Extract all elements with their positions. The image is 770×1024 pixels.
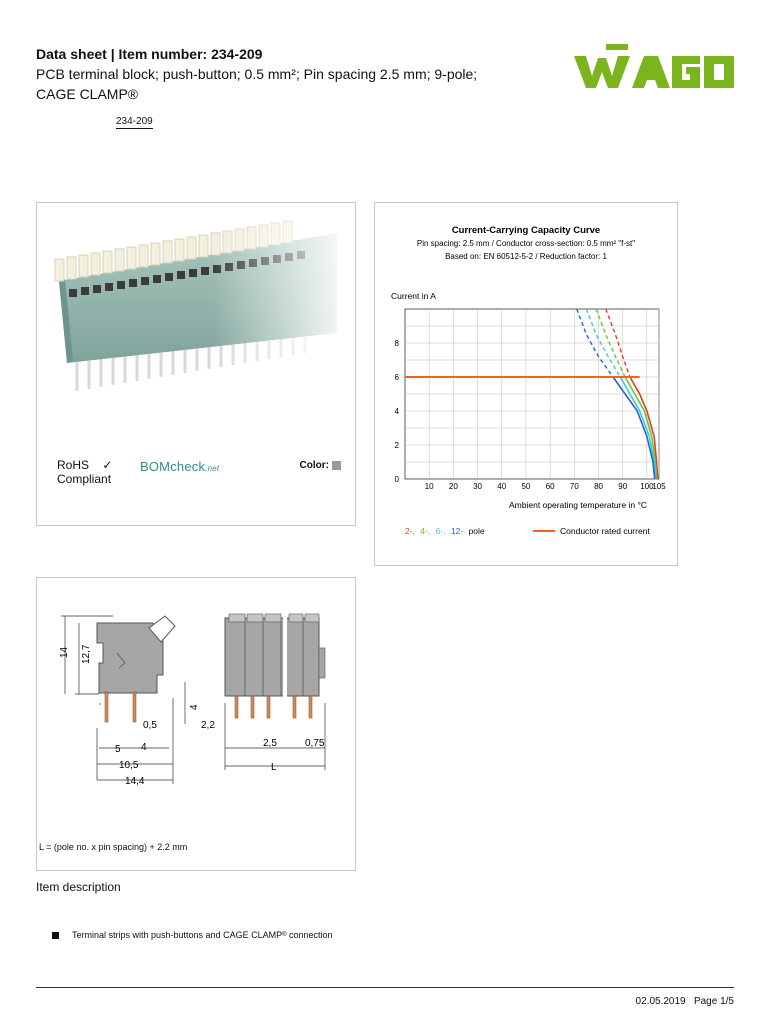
svg-text:2-, 4-, 6-, [405,526,485,536]
x-tick-label: 50 [521,482,531,491]
description-bullet [52,930,333,940]
check-icon: ✓ [102,458,113,472]
dim-14-4: 14,4 [125,776,145,787]
dim-height-14: 14 [59,646,70,658]
page-footer [636,996,734,1007]
y-tick-label: 0 [394,475,399,484]
x-tick-label: 60 [545,482,555,491]
chart-legend [405,526,650,536]
x-tick-label: 30 [473,482,483,491]
legend-12-pole: 12- [450,526,464,536]
dim-4: 4 [141,742,147,753]
rohs-compliance [57,458,112,486]
x-tick-label: 10 [424,482,434,491]
chart-subtitle-line1: Pin spacing: 2.5 mm / Conductor cross-section: 0.5 mm² "f-st" [416,239,636,248]
footer-divider [36,987,734,988]
item-description-heading: Item description [36,880,121,894]
x-tick-label: 40 [497,482,507,491]
product-subtitle-line1: PCB terminal block; push-button; 0.5 mm²; Pin spacing 2.5 mm; 9-pole; [36,66,478,82]
dim-5: 5 [115,744,121,755]
x-tick-label: 100 [640,482,654,491]
y-tick-label: 8 [394,339,399,348]
x-tick-label: 80 [594,482,603,491]
terminal-block-photo [37,203,355,443]
dimension-drawing [37,578,355,828]
color-label: Color: [299,460,329,471]
bullet-registered-mark: ® [282,932,287,938]
bullet-text-tail: connection [286,930,333,940]
bomcheck-suffix: .net [205,464,220,473]
current-capacity-chart-panel [374,202,678,566]
dim-10-5: 10,5 [119,760,139,771]
x-tick-label: 90 [618,482,628,491]
dim-length-l: L [271,762,277,773]
legend-4-pole: 4-, [420,526,431,536]
dim-0-5: 0,5 [143,720,157,731]
item-number-link[interactable]: 234-209 [116,116,153,127]
x-tick-label: 70 [569,482,579,491]
dim-2-5: 2,5 [263,738,277,749]
color-swatch [332,461,341,470]
product-subtitle-line2: CAGE CLAMP® [36,86,139,102]
legend-rated-label: Conductor rated current [560,526,650,536]
legend-6-pole: 6-, [435,526,446,536]
x-tick-label: 105 [652,482,666,491]
logo-text: WAGO [574,44,578,45]
current-capacity-chart [375,203,677,565]
footer-page-number: Page 1/5 [693,996,734,1007]
y-tick-label: 4 [394,407,399,416]
x-tick-label: 20 [448,482,458,491]
dim-pin-4: 4 [189,704,200,710]
page-title: Data sheet | Item number: 234-209 [36,46,263,62]
dimension-drawing-panel [36,577,356,871]
dim-2-2: 2,2 [201,720,215,731]
legend-pole-suffix: pole [468,526,485,536]
y-tick-label: 2 [394,441,399,450]
product-photo-panel [36,202,356,526]
plot-area [395,309,667,491]
rohs-label: RoHS [57,458,90,472]
y-tick-label: 6 [394,373,399,382]
legend-2-pole: 2-, [405,526,415,536]
bullet-text: Terminal strips with push-buttons and CAGE CLAMP [72,930,283,940]
side-view [59,616,215,787]
bomcheck-logo [140,459,219,474]
dim-height-12-7: 12,7 [81,644,92,664]
chart-subtitle-line2: Based on: EN 60512-5-2 / Reduction factor: 1 [445,252,607,261]
dim-0-75: 0,75 [305,738,325,749]
bullet-icon [52,932,59,939]
x-axis-label: Ambient operating temperature in °C [509,500,648,510]
document-header [36,44,556,104]
bomcheck-text: BOMcheck [140,459,206,474]
chart-title: Current-Carrying Capacity Curve [451,225,601,236]
front-view [225,612,325,773]
length-formula: L = (pole no. x pin spacing) + 2.2 mm [39,842,188,852]
wago-logo [574,44,734,90]
footer-date: 02.05.2019 [635,996,686,1007]
compliant-label: Compliant [57,472,112,486]
y-axis-label: Current in A [391,291,436,301]
